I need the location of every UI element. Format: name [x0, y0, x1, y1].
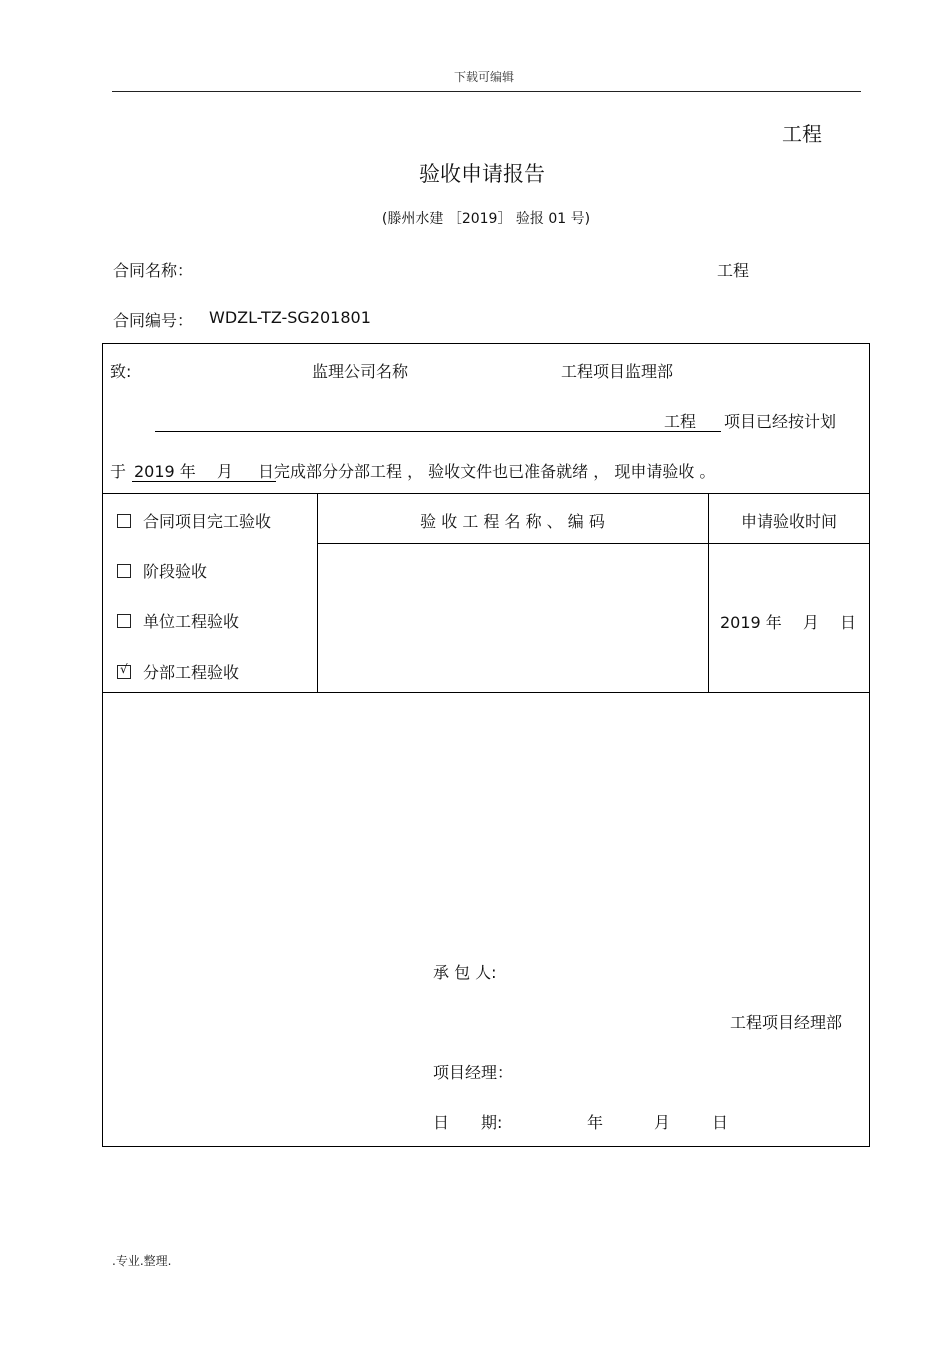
checklist-item-contract-completion[interactable]: 合同项目完工验收 [117, 509, 271, 532]
title-project-suffix: 工程 [782, 122, 822, 146]
project-suffix: 工程 [664, 412, 697, 431]
apply-time-value: 2019 年 月 日 [720, 613, 856, 632]
plan-text: 项目已经按计划 [724, 412, 837, 431]
document-reference-number: (滕州水建 ［2019］ 验报 01 号) [381, 211, 591, 227]
sign-date-day: 日 [712, 1113, 729, 1132]
supervisor-dept: 工程项目监理部 [561, 362, 674, 381]
contract-number-label: 合同编号： [113, 311, 194, 330]
sign-date-label: 日 期: [433, 1113, 503, 1132]
checkbox-icon[interactable] [117, 614, 131, 628]
section-divider-top [102, 493, 870, 494]
sign-date-year: 年 [587, 1113, 604, 1132]
col-header-apply-time: 申请验收时间 [740, 512, 837, 531]
project-manager-label: 项目经理： [433, 1063, 514, 1082]
header-divider [112, 91, 861, 92]
checked-checkbox-icon[interactable] [117, 665, 131, 679]
section-divider-bottom [102, 692, 870, 693]
document-title: 验收申请报告 [419, 162, 545, 186]
completion-date: 2019 年 月 [134, 462, 249, 481]
date-prefix: 于 [110, 462, 127, 481]
contract-name-suffix: 工程 [717, 261, 750, 280]
checkbox-icon[interactable] [117, 514, 131, 528]
checklist-item-unit[interactable]: 单位工程验收 [117, 609, 239, 632]
col-header-project-name: 验 收 工 程 名 称 、 编 码 [420, 512, 605, 531]
table-header-divider [317, 543, 870, 544]
checkbox-icon[interactable] [117, 564, 131, 578]
checklist-item-stage[interactable]: 阶段验收 [117, 559, 207, 582]
contract-number-value: WDZL-TZ-SG201801 [209, 308, 371, 327]
supervisor-company: 监理公司名称 [312, 362, 409, 381]
checklist-item-division[interactable]: √分部工程验收 [117, 660, 239, 683]
contractor-label: 承 包 人: [433, 963, 497, 982]
completion-date-underline [132, 481, 276, 482]
project-name-underline [155, 431, 721, 432]
page-header-text: 下载可编辑 [453, 70, 514, 84]
completion-text: 日完成部分分部工程 ， 验收文件也已准备就绪 ， 现申请验收 。 [258, 462, 716, 481]
contractor-dept: 工程项目经理部 [730, 1013, 843, 1032]
contract-name-label: 合同名称： [113, 261, 194, 280]
to-label: 致: [110, 362, 132, 381]
page-footer-text: .专业.整理. [112, 1254, 172, 1268]
sign-date-month: 月 [654, 1113, 671, 1132]
